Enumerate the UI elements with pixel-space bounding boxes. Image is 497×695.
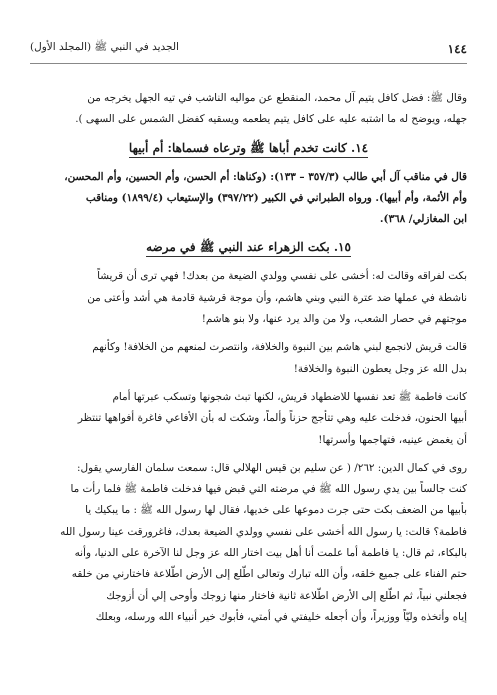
para-15d-line-5: بالبكاء، ثم قال: يا فاطمة أما علمت أنا أهل بيت اختار الله عز وجل لنا الآخرة على الدنيا، وأنه: [74, 547, 467, 560]
para-15a-line-2: ناشطة في عملها ضد عترة النبي وبني هاشم، وأن موجة قرشية قادمة هي أشد وأعتى من: [87, 291, 467, 304]
paragraph-gap: [30, 330, 467, 337]
para-15a-line-1: بكت لفراقه وقالت له: أخشى على نفسي وولدي الضيعة من بعدك! فهي ترى أن قريشاً: [97, 270, 467, 283]
section-heading-14: [30, 141, 467, 158]
page-body: [30, 88, 467, 628]
intro-line-1: وقال ﷺ: فضل كافل يتيم آل محمد، المنقطع عن مواليه الناشب في تيه الجهل يخرجه من: [87, 92, 467, 104]
para-15d-line-4: فاطمة؟ قالت: يا رسول الله أخشى على نفسي وولدي الضيعة بعدك، فاغرورقت عينا رسول الله: [60, 525, 467, 538]
header-rule: [30, 63, 467, 64]
page-number: ١٤٤: [447, 41, 467, 56]
para-15a-line-3: موجتهم في حصار الشعب، ولا من والد يرد عنها، ولا بنو هاشم!: [201, 313, 467, 326]
para-15c-line-3: أن يغمض عينيه، فتهاجمها وأسرتها!: [318, 433, 467, 446]
paragraph-gap: [30, 451, 467, 458]
para-15c-line-2: أبيها الحنون، فدخلت عليه وهي تتأجج حزناً وألماً، وشكت له بأن الأفاعي فاغرة أفواهها تنتظر: [77, 412, 467, 425]
running-title: الجديد في النبي ﷺ (المجلد الأول): [30, 41, 179, 53]
heading-15-text: ١٥. بكت الزهراء عند النبي ﷺ في مرضه: [146, 240, 351, 257]
para-15d-line-1: روى في كمال الدين: ٢٦٢/ ( عن سليم بن قيس الهلالي قال: سمعت سلمان الفارسي يقول:: [77, 461, 467, 474]
section-heading-15: [30, 240, 467, 257]
sources-14-line-3: ابن المغازلي/ ٣٦٨).: [379, 213, 467, 226]
paragraph-gap: [30, 380, 467, 387]
para-15b-line-1: قالت قريش لانجمع لبني هاشم بين النبوة والخلافة، وانتصرت لمنعهم من الخلافة! وكأنهم: [92, 341, 467, 354]
sources-14-line-1: قال في مناقب آل أبي طالب (٣٥٧/٣ – ١٣٣): (وكناها: أم الحسن، وأم الحسين، وأم المحسن،: [64, 170, 467, 183]
para-15d-line-7: فجعلني نبياً، ثم اطّلع إلى الأرض اطّلاعة ثانية فاختار منها زوجك وأوحى إلي أن أزوجك: [106, 589, 467, 602]
para-15d-line-8: إياه وأتخذه وليّاً ووزيراً، وأن أجعله خليفتي في أمتي، فأبوك خير أنبياء الله ورسله، وبعلك: [95, 610, 467, 623]
para-15d-line-6: حتم الفناء على جميع خلقه، وأن الله تبارك وتعالى اطّلع إلى الأرض اطّلاعة فاختارني من خلقه: [71, 568, 467, 581]
para-15d-line-2: كنت جالساً بين يدي رسول الله ﷺ في مرضته التي قبض فيها فدخلت فاطمة ﷺ فلما رأت ما: [70, 483, 467, 496]
para-15b-line-2: بدل الله عز وجل يعطون النبوة والخلافة!: [293, 362, 467, 375]
page-header: [30, 41, 467, 56]
para-15d-line-3: بأبيها من الضعف بكت حتى جرت دموعها على خديها، فقال لها رسول الله ﷺ : ما يبكيك يا: [85, 504, 467, 517]
intro-line-2: جهله، ويوضح له ما اشتبه عليه على كافل يتيم يطعمه ويسقيه كفضل الشمس على السهى ).: [75, 113, 467, 126]
heading-14-text: ١٤. كانت تخدم أباها ﷺ وترعاه فسماها: أم أبيها: [129, 141, 368, 158]
sources-14-line-2: وأم الأئمة، وأم أبيها). ورواه الطبراني في الكبير (٣٩٧/٢٢) والإستيعاب (١٨٩٩/٤) ومناقب: [85, 191, 467, 204]
para-15c-line-1: كانت فاطمة ﷺ تعد نفسها للاضطهاد قريش، لكنها تبث شجونها وتسكب عبرتها أمام: [112, 390, 467, 403]
